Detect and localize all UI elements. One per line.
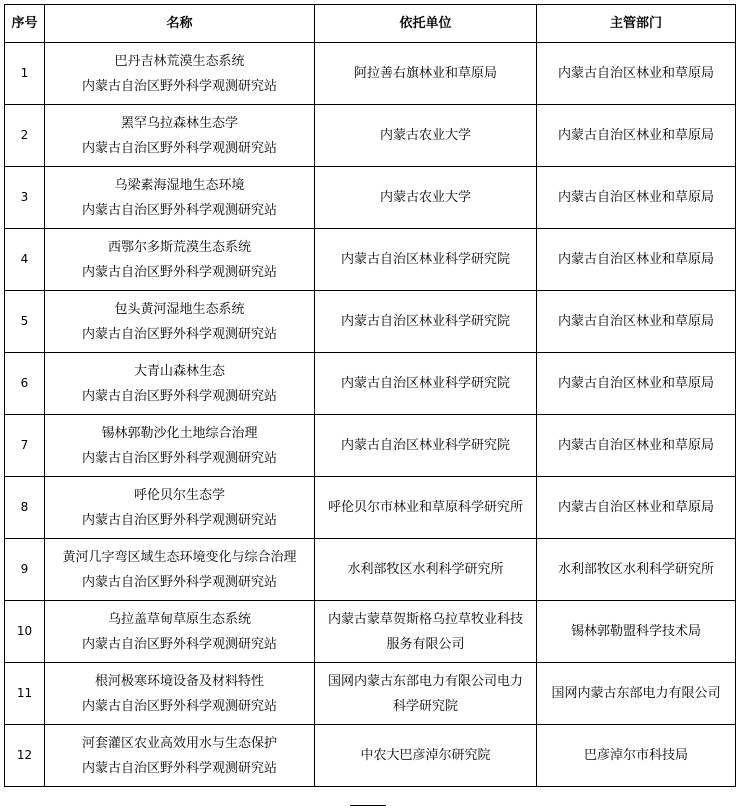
cell-name-line: 乌拉盖草甸草原生态系统 <box>107 611 251 627</box>
cell-host <box>315 415 537 477</box>
table-row <box>5 725 736 787</box>
cell-authority: 内蒙古自治区林业和草原局 <box>537 167 736 229</box>
cell-index: 2 <box>5 105 45 167</box>
cell-name <box>45 601 315 663</box>
cell-host-line: 国网内蒙古东部电力有限公司电力 <box>327 673 523 689</box>
cell-host-line: 内蒙古自治区林业科学研究院 <box>340 314 510 329</box>
cell-name-line: 内蒙古自治区野外科学观测研究站 <box>81 698 277 714</box>
cell-name-line: 内蒙古自治区野外科学观测研究站 <box>81 202 277 218</box>
cell-name <box>45 415 315 477</box>
cell-authority: 巴彦淖尔市科技局 <box>537 725 736 787</box>
cell-host-line: 内蒙古自治区林业科学研究院 <box>340 376 510 391</box>
cell-authority: 内蒙古自治区林业和草原局 <box>537 229 736 291</box>
cell-host-line: 内蒙古蒙草贺斯格乌拉草牧业科技 <box>327 611 523 627</box>
cell-name <box>45 477 315 539</box>
table-body <box>5 43 736 787</box>
table-row <box>5 415 736 477</box>
cell-name-line: 内蒙古自治区野外科学观测研究站 <box>81 760 277 776</box>
cell-name <box>45 43 315 105</box>
cell-name-line: 巴丹吉林荒漠生态系统 <box>114 53 245 69</box>
table-row <box>5 353 736 415</box>
cell-authority: 锡林郭勒盟科学技术局 <box>537 601 736 663</box>
cell-host-line: 阿拉善右旗林业和草原局 <box>353 66 497 81</box>
cell-name <box>45 725 315 787</box>
cell-name <box>45 167 315 229</box>
cell-host-line: 水利部牧区水利科学研究所 <box>347 562 504 577</box>
cell-name-line: 西鄂尔多斯荒漠生态系统 <box>107 239 251 255</box>
header-name: 名称 <box>45 5 315 43</box>
cell-name-line: 大青山森林生态 <box>133 363 225 379</box>
cell-name-line: 包头黄河湿地生态系统 <box>114 301 245 317</box>
header-authority: 主管部门 <box>537 5 736 43</box>
cell-name-line: 内蒙古自治区野外科学观测研究站 <box>81 326 277 342</box>
table-row <box>5 601 736 663</box>
stations-table <box>4 4 736 787</box>
cell-host-line: 服务有限公司 <box>386 636 465 652</box>
cell-name <box>45 291 315 353</box>
cell-name-line: 内蒙古自治区野外科学观测研究站 <box>81 388 277 404</box>
cell-name-line: 锡林郭勒沙化土地综合治理 <box>101 425 258 441</box>
cell-host-line: 内蒙古农业大学 <box>379 128 471 143</box>
cell-name-line: 罴罕乌拉森林生态学 <box>120 115 238 131</box>
table-row <box>5 477 736 539</box>
cell-index: 5 <box>5 291 45 353</box>
header-index: 序号 <box>5 5 45 43</box>
cell-index: 12 <box>5 725 45 787</box>
cell-host-line: 呼伦贝尔市林业和草原科学研究所 <box>327 500 523 515</box>
table-row <box>5 663 736 725</box>
cell-index: 1 <box>5 43 45 105</box>
cell-authority: 内蒙古自治区林业和草原局 <box>537 291 736 353</box>
cell-host <box>315 663 537 725</box>
cell-index: 8 <box>5 477 45 539</box>
cell-host <box>315 167 537 229</box>
cell-authority: 内蒙古自治区林业和草原局 <box>537 105 736 167</box>
cell-name <box>45 229 315 291</box>
cell-name-line: 内蒙古自治区野外科学观测研究站 <box>81 140 277 156</box>
cell-host <box>315 105 537 167</box>
cell-name-line: 内蒙古自治区野外科学观测研究站 <box>81 264 277 280</box>
table-row <box>5 539 736 601</box>
cell-name-line: 黄河几字弯区域生态环境变化与综合治理 <box>62 549 297 565</box>
cell-host <box>315 477 537 539</box>
cell-authority: 水利部牧区水利科学研究所 <box>537 539 736 601</box>
table-row <box>5 291 736 353</box>
cell-name <box>45 105 315 167</box>
cell-name-line: 呼伦贝尔生态学 <box>133 487 225 503</box>
header-host: 依托单位 <box>315 5 537 43</box>
cell-name-line: 内蒙古自治区野外科学观测研究站 <box>81 512 277 528</box>
table-row <box>5 105 736 167</box>
header-row <box>5 5 736 43</box>
cell-host-line: 科学研究院 <box>392 698 458 714</box>
cell-name-line: 内蒙古自治区野外科学观测研究站 <box>81 636 277 652</box>
cell-host <box>315 43 537 105</box>
cell-index: 9 <box>5 539 45 601</box>
cell-name-line: 内蒙古自治区野外科学观测研究站 <box>81 78 277 94</box>
cell-host-line: 内蒙古自治区林业科学研究院 <box>340 438 510 453</box>
cell-host <box>315 353 537 415</box>
cell-name-line: 河套灌区农业高效用水与生态保护 <box>81 735 277 751</box>
cell-index: 6 <box>5 353 45 415</box>
cell-host <box>315 601 537 663</box>
cell-host-line: 内蒙古自治区林业科学研究院 <box>340 252 510 267</box>
cell-index: 7 <box>5 415 45 477</box>
cell-index: 4 <box>5 229 45 291</box>
table-row <box>5 229 736 291</box>
cell-index: 3 <box>5 167 45 229</box>
cell-host <box>315 725 537 787</box>
table-row <box>5 167 736 229</box>
cell-authority: 内蒙古自治区林业和草原局 <box>537 43 736 105</box>
cell-index: 11 <box>5 663 45 725</box>
cell-name-line: 乌梁素海湿地生态环境 <box>114 177 245 193</box>
table-row <box>5 43 736 105</box>
cell-index: 10 <box>5 601 45 663</box>
page-mark <box>350 805 386 806</box>
cell-host <box>315 291 537 353</box>
cell-name <box>45 353 315 415</box>
cell-name <box>45 539 315 601</box>
cell-host <box>315 539 537 601</box>
cell-authority: 内蒙古自治区林业和草原局 <box>537 415 736 477</box>
cell-authority: 内蒙古自治区林业和草原局 <box>537 353 736 415</box>
cell-authority: 内蒙古自治区林业和草原局 <box>537 477 736 539</box>
cell-name <box>45 663 315 725</box>
cell-name-line: 内蒙古自治区野外科学观测研究站 <box>81 450 277 466</box>
cell-host-line: 内蒙古农业大学 <box>379 190 471 205</box>
cell-name-line: 根河极寒环境设备及材料特性 <box>94 673 264 689</box>
cell-host-line: 中农大巴彦淖尔研究院 <box>360 748 491 763</box>
cell-authority: 国网内蒙古东部电力有限公司 <box>537 663 736 725</box>
cell-name-line: 内蒙古自治区野外科学观测研究站 <box>81 574 277 590</box>
cell-host <box>315 229 537 291</box>
